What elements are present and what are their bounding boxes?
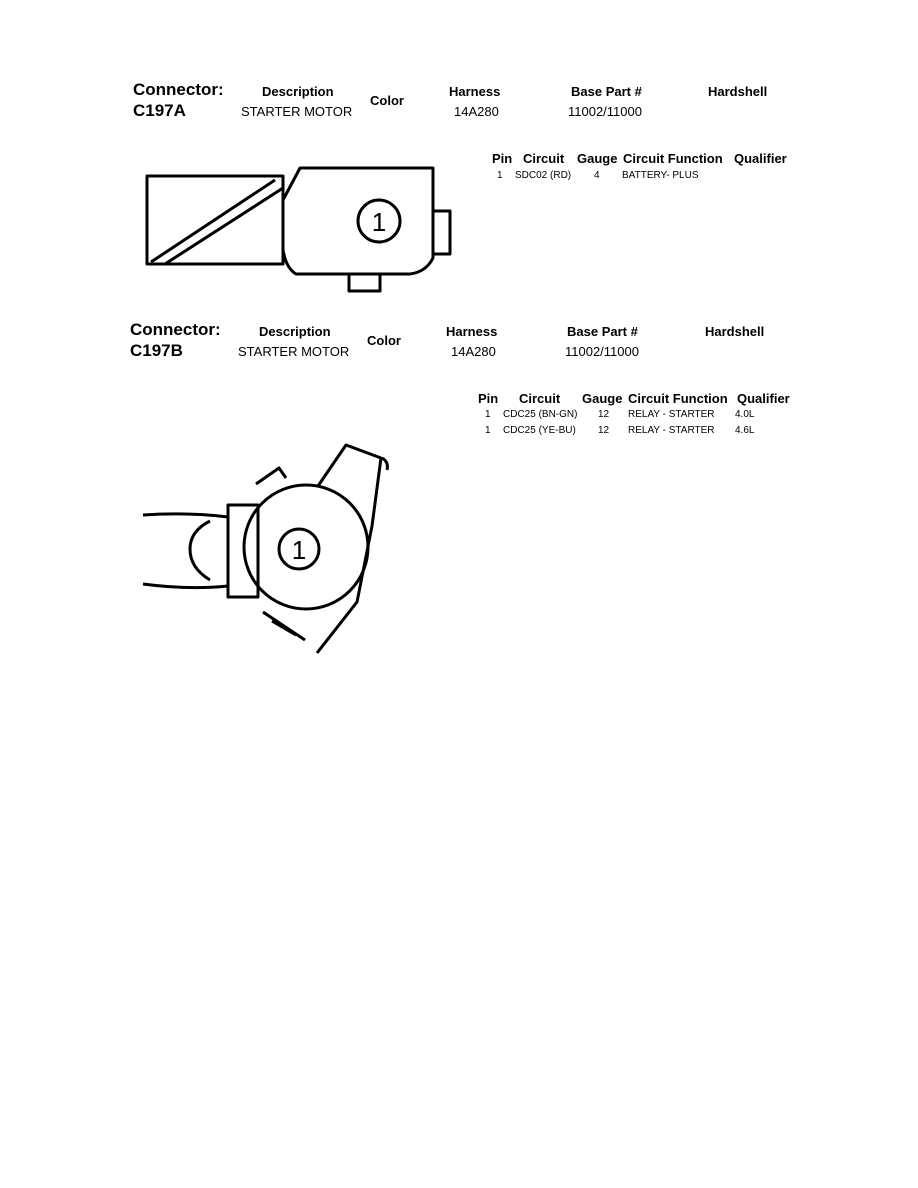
boot-stripe — [151, 180, 275, 262]
qualifier-header: Qualifier — [737, 391, 790, 406]
connector-c197b-drawing — [143, 445, 387, 653]
connector-rib — [272, 621, 296, 635]
circuit-function-header: Circuit Function — [628, 391, 728, 406]
connector-c197a-drawing — [147, 168, 450, 291]
connector-tab — [349, 274, 380, 291]
qualifier-cell: 4.6L — [735, 425, 755, 436]
gauge-cell: 4 — [594, 170, 600, 181]
connector-id: C197A — [133, 101, 186, 120]
gauge-header: Gauge — [582, 391, 623, 406]
circuit-header: Circuit — [523, 151, 565, 166]
connector-fork — [190, 521, 210, 580]
base-part-value: 11002/11000 — [565, 344, 639, 359]
connector-rib — [263, 612, 305, 640]
harness-header: Harness — [449, 84, 501, 99]
harness-value: 14A280 — [451, 344, 496, 359]
connector-latch — [317, 445, 381, 653]
base-part-header: Base Part # — [571, 84, 642, 99]
connector-id: C197B — [130, 341, 183, 360]
description-header: Description — [259, 324, 331, 339]
description-value: STARTER MOTOR — [238, 344, 350, 359]
pin-number-label: 1 — [371, 207, 387, 237]
pin-header: Pin — [478, 391, 499, 406]
circuit-header: Circuit — [519, 391, 561, 406]
harness-header: Harness — [446, 324, 498, 339]
description-header: Description — [262, 84, 334, 99]
color-header: Color — [367, 333, 401, 348]
hardshell-header: Hardshell — [705, 324, 765, 339]
connector-label: Connector: — [133, 80, 224, 99]
qualifier-cell: 4.0L — [735, 409, 755, 420]
pin-cell: 1 — [497, 170, 503, 181]
circuit-cell: CDC25 (BN-GN) — [503, 409, 578, 420]
circuit-function-header: Circuit Function — [623, 151, 723, 166]
color-header: Color — [370, 93, 404, 108]
gauge-header: Gauge — [577, 151, 618, 166]
connector-tab — [256, 468, 286, 484]
harness-value: 14A280 — [454, 104, 499, 119]
gauge-cell: 12 — [598, 425, 610, 436]
connector-latch — [382, 458, 387, 470]
base-part-header: Base Part # — [567, 324, 638, 339]
hardshell-header: Hardshell — [708, 84, 768, 99]
function-cell: RELAY - STARTER — [628, 409, 715, 420]
qualifier-header: Qualifier — [734, 151, 787, 166]
pin-cell: 1 — [485, 409, 491, 420]
connector-fork — [143, 514, 228, 517]
connector-fork — [143, 584, 228, 588]
function-cell: BATTERY- PLUS — [622, 170, 699, 181]
pin-header: Pin — [492, 151, 513, 166]
connector-label: Connector: — [130, 320, 221, 339]
circuit-cell: CDC25 (YE-BU) — [503, 425, 576, 436]
connector-tab — [433, 211, 450, 254]
pin-cell: 1 — [485, 425, 491, 436]
pin-number-label: 1 — [291, 535, 307, 565]
description-value: STARTER MOTOR — [241, 104, 353, 119]
function-cell: RELAY - STARTER — [628, 425, 715, 436]
boot-stripe — [165, 188, 283, 264]
base-part-value: 11002/11000 — [568, 104, 642, 119]
gauge-cell: 12 — [598, 409, 610, 420]
circuit-cell: SDC02 (RD) — [515, 170, 572, 181]
